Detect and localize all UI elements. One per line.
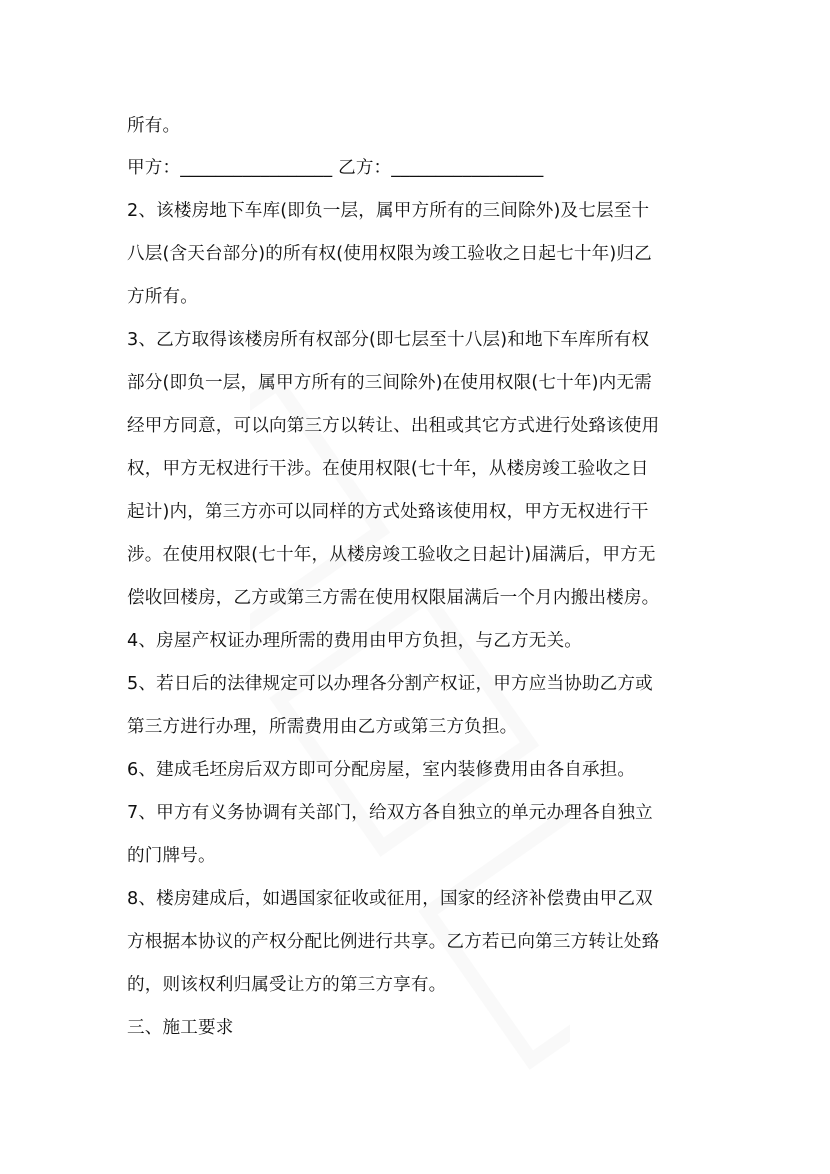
clause-3-line-5: 起计)内，第三方亦可以同样的方式处臵该使用权，甲方无权进行干 (127, 502, 649, 522)
clause-3-line-7: 偿收回楼房，乙方或第三方需在使用权限届满后一个月内搬出楼房。 (127, 588, 660, 608)
clause-6-line-1: 6、建成毛坯房后双方即可分配房屋，室内装修费用由各自承担。 (127, 760, 636, 780)
clause-3-line-6: 涉。在使用权限(七十年，从楼房竣工验收之日起计)届满后，甲方无 (127, 545, 656, 565)
clause-2-line-3: 方所有。 (127, 287, 198, 307)
clause-7-line-1: 7、甲方有义务协调有关部门，给双方各自独立的单元办理各自独立 (127, 803, 653, 823)
clause-3-line-1: 3、乙方取得该楼房所有权部分(即七层至十八层)和地下车库所有权 (127, 330, 650, 350)
clause-5-line-2: 第三方进行办理，所需费用由乙方或第三方负担。 (127, 717, 518, 737)
clause-2-line-2: 八层(含天台部分)的所有权(使用权限为竣工验收之日起七十年)归乙 (127, 244, 652, 264)
clause-5-line-1: 5、若日后的法律规定可以办理各分割产权证，甲方应当协助乙方或 (127, 674, 653, 694)
section-heading-construction-requirements: 三、施工要求 (127, 1018, 234, 1038)
clause-8-line-3: 的，则该权利归属受让方的第三方享有。 (127, 975, 447, 995)
clause-8-line-2: 方根据本协议的产权分配比例进行共享。乙方若已向第三方转让处臵 (127, 932, 660, 952)
text-line-1: 所有。 (127, 116, 181, 136)
clause-3-line-4: 权，甲方无权进行干涉。在使用权限(七十年，从楼房竣工验收之日 (127, 459, 649, 479)
signature-line: 甲方：_________________ 乙方：_________________ (127, 158, 544, 178)
clause-3-line-3: 经甲方同意，可以向第三方以转让、出租或其它方式进行处臵该使用 (127, 416, 660, 436)
clause-7-line-2: 的门牌号。 (127, 846, 216, 866)
clause-4-line-1: 4、房屋产权证办理所需的费用由甲方负担，与乙方无关。 (127, 631, 582, 651)
clause-3-line-2: 部分(即负一层，属甲方所有的三间除外)在使用权限(七十年)内无需 (127, 373, 652, 393)
clause-2-line-1: 2、该楼房地下车库(即负一层，属甲方所有的三间除外)及七层至十 (127, 201, 650, 221)
clause-8-line-1: 8、楼房建成后，如遇国家征收或征用，国家的经济补偿费由甲乙双 (127, 889, 653, 909)
